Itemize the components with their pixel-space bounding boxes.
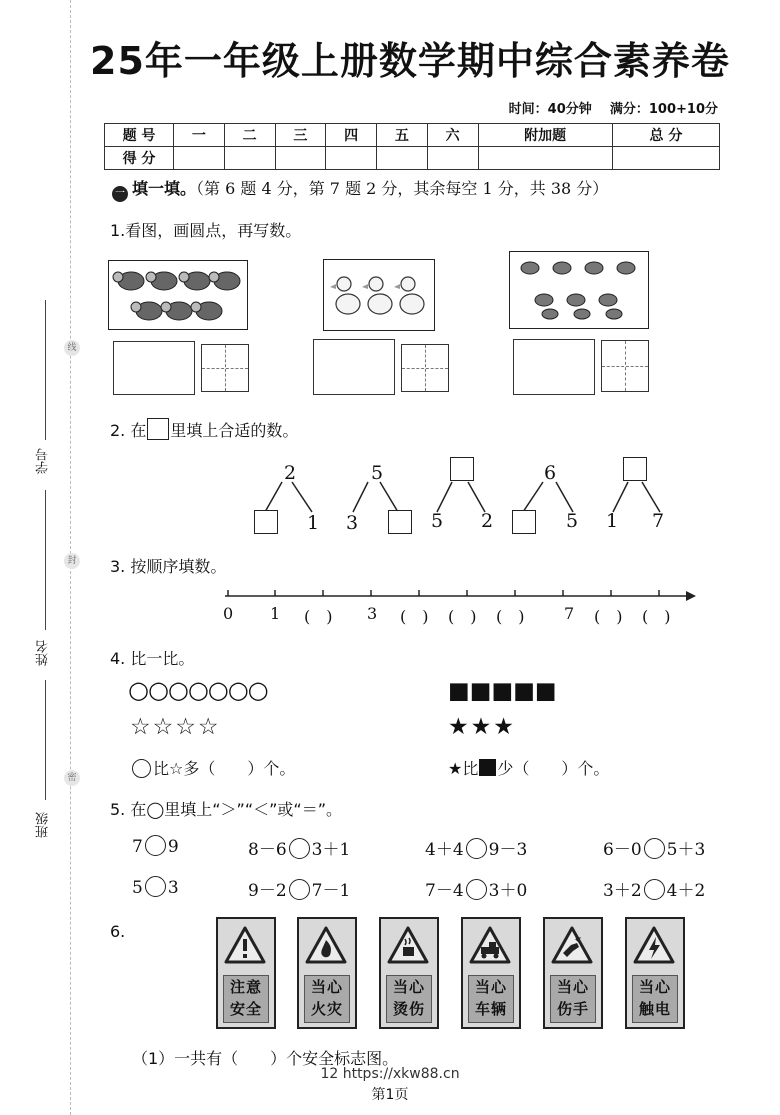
q4-left-question-text: 比☆多（ ）个。 (153, 759, 296, 778)
score-input-cell[interactable] (377, 147, 428, 170)
safety-sign (216, 917, 276, 1029)
score-table-header-row (105, 124, 720, 147)
hand-injury-icon (551, 925, 593, 965)
bond-right-number: 5 (566, 510, 579, 532)
turtle-icon (109, 261, 247, 329)
number-writing-box[interactable] (401, 344, 449, 392)
compare-circle[interactable] (289, 838, 310, 859)
score-cell: 四 (326, 124, 377, 147)
q4-right-question-text-b: 少（ ）个。 (497, 759, 610, 778)
sign-label (550, 975, 596, 1023)
lightning-icon (633, 925, 675, 965)
answer-box-icon (147, 418, 169, 440)
binding-line-top (45, 300, 46, 440)
score-cell: 五 (377, 124, 428, 147)
number-line-blank[interactable]: ( ) (304, 607, 333, 626)
label-xingming: 姓名 (36, 640, 51, 666)
bond-answer-box[interactable] (388, 510, 412, 534)
compare-item (425, 876, 527, 901)
compare-circle[interactable] (644, 838, 665, 859)
dot-drawing-box[interactable] (313, 339, 395, 395)
sign-label-line1: 当心 (310, 978, 343, 996)
compare-item (132, 835, 179, 857)
bond-answer-box[interactable] (512, 510, 536, 534)
section-badge: 一 (112, 186, 128, 202)
dot-drawing-box[interactable] (513, 339, 595, 395)
page-number: 第1页 (371, 1087, 409, 1103)
sign-label (386, 975, 432, 1023)
number-line-blank[interactable]: ( ) (642, 607, 671, 626)
circle-icon (132, 759, 151, 778)
number-line-blank[interactable]: ( ) (448, 607, 477, 626)
vehicle-icon (469, 925, 511, 965)
score-input-cell[interactable] (612, 147, 719, 170)
score-label: 满分：100+10分 (609, 102, 718, 117)
score-cell: 六 (427, 124, 478, 147)
score-input-cell[interactable] (427, 147, 478, 170)
compare-right: 3＋1 (311, 840, 351, 860)
compare-item (248, 876, 350, 901)
compare-circle[interactable] (145, 876, 166, 897)
safety-sign (297, 917, 357, 1029)
score-cell: 三 (275, 124, 326, 147)
compare-circle[interactable] (644, 879, 665, 900)
compare-item (248, 835, 350, 860)
score-cell: 题 号 (105, 124, 174, 147)
section-note: （第 6 题 4 分，第 7 题 2 分，其余每空 1 分，共 38 分） (196, 179, 609, 198)
q2-text (110, 418, 298, 441)
compare-right: 7－1 (311, 881, 351, 901)
score-cell: 附加题 (478, 124, 612, 147)
compare-right: 9－3 (488, 840, 528, 860)
dot-drawing-box[interactable] (113, 341, 195, 395)
q5-text: 5. 在◯里填上“＞”“＜”或“＝”。 (110, 800, 342, 819)
binding-line-bottom (45, 680, 46, 800)
q4-text: 4. 比一比。 (110, 649, 195, 668)
q2-text-b: 里填上合适的数。 (170, 421, 299, 440)
binding-mark-secret: 密 (64, 770, 80, 786)
q6-sub-question-1: （1）一共有（ ）个安全标志图。 (132, 1049, 399, 1068)
safety-sign (379, 917, 439, 1029)
duck-icon (324, 260, 434, 330)
section-heading (112, 176, 608, 202)
sign-label (632, 975, 678, 1023)
sign-label-line2: 车辆 (474, 1000, 507, 1018)
compare-circle[interactable] (145, 835, 166, 856)
q2-text-a: 2. 在 (110, 421, 147, 440)
sign-label-line2: 火灾 (310, 1000, 343, 1018)
compare-left: 8－6 (248, 840, 287, 860)
compare-left: 7 (132, 837, 143, 857)
sign-label-line1: 当心 (474, 978, 507, 996)
compare-item (132, 876, 179, 898)
number-line-blank[interactable]: ( ) (594, 607, 623, 626)
sign-label-line2: 伤手 (556, 1000, 589, 1018)
compare-left: 7－4 (425, 881, 464, 901)
bond-answer-box[interactable] (254, 510, 278, 534)
score-input-cell[interactable] (478, 147, 612, 170)
compare-item (603, 876, 705, 901)
q4-left-question (130, 756, 295, 779)
black-stars-row: ★★★ (448, 714, 516, 740)
score-cell: 总 分 (612, 124, 719, 147)
binding-line-middle (45, 490, 46, 630)
compare-circle[interactable] (289, 879, 310, 900)
score-input-cell[interactable] (174, 147, 225, 170)
q4-right-question (448, 756, 609, 779)
sign-label-line1: 当心 (556, 978, 589, 996)
label-xuehao: 学号 (36, 448, 51, 474)
sign-label-line1: 当心 (392, 978, 425, 996)
binding-mark-line: 线 (64, 340, 80, 356)
compare-circle[interactable] (466, 838, 487, 859)
number-line-blank[interactable]: ( ) (496, 607, 525, 626)
footer-url: 12 https://xkw88.cn (320, 1066, 460, 1082)
compare-right: 5＋3 (666, 840, 706, 860)
sign-label (223, 975, 269, 1023)
black-square-icon (479, 759, 496, 776)
sign-label-line1: 注意 (229, 978, 262, 996)
bond-right-number: 1 (307, 512, 320, 534)
number-writing-box[interactable] (201, 344, 249, 392)
compare-item (603, 835, 705, 860)
sign-label (304, 975, 350, 1023)
score-input-cell[interactable] (275, 147, 326, 170)
sign-label-line2: 触电 (638, 1000, 671, 1018)
compare-right: 9 (167, 837, 179, 857)
exam-meta (509, 98, 718, 117)
compare-left: 9－2 (248, 881, 287, 901)
q4-right-question-text-a: ★比 (448, 759, 479, 778)
score-input-cell[interactable] (326, 147, 377, 170)
circles-row: ○○○○○○○ (128, 676, 268, 704)
label-banji: 班级 (36, 812, 51, 838)
compare-item (425, 835, 527, 860)
compare-left: 6－0 (603, 840, 642, 860)
q1-text: 1.看图，画圆点，再写数。 (110, 221, 302, 240)
bond-top-number: 2 (284, 462, 297, 484)
score-cell: 一 (174, 124, 225, 147)
bond-left-number: 3 (346, 512, 359, 534)
q3-text: 3. 按顺序填数。 (110, 557, 227, 576)
bond-top-number: 5 (371, 462, 384, 484)
bond-right-number: 2 (481, 510, 494, 532)
sign-label-line1: 当心 (638, 978, 671, 996)
number-writing-box[interactable] (601, 340, 649, 392)
score-table (104, 123, 720, 170)
hot-liquid-icon (387, 925, 429, 965)
score-cell: 二 (224, 124, 275, 147)
time-label: 时间：40分钟 (508, 102, 592, 117)
score-input-cell[interactable] (224, 147, 275, 170)
exclamation-icon (224, 925, 266, 965)
bond-left-number: 5 (431, 510, 444, 532)
q6-number: 6. (110, 922, 126, 941)
score-table-score-row (105, 147, 720, 170)
safety-sign (461, 917, 521, 1029)
bond-answer-box[interactable] (450, 457, 474, 481)
sign-label (468, 975, 514, 1023)
number-line (220, 586, 700, 606)
section-title: 填一填。 (132, 179, 197, 198)
number-line-label: 7 (564, 604, 575, 623)
bond-right-number: 7 (652, 510, 665, 532)
number-line-blank[interactable]: ( ) (400, 607, 429, 626)
number-line-label: 0 (223, 604, 234, 623)
ducks-picture (323, 259, 435, 331)
bond-left-number: 1 (606, 510, 619, 532)
compare-right: 4＋2 (666, 881, 706, 901)
safety-sign (625, 917, 685, 1029)
compare-left: 4＋4 (425, 840, 464, 860)
turtles-picture (108, 260, 248, 330)
sign-label-line2: 烫伤 (392, 1000, 425, 1018)
compare-left: 3＋2 (603, 881, 642, 901)
number-line-label: 1 (270, 604, 281, 623)
bond-top-number: 6 (544, 462, 557, 484)
ant-icon (510, 252, 648, 328)
fire-icon (305, 925, 347, 965)
compare-right: 3 (167, 878, 179, 898)
number-line-label: 3 (367, 604, 378, 623)
sign-label-line2: 安全 (229, 1000, 262, 1018)
white-stars-row: ☆☆☆☆ (130, 714, 221, 740)
ants-picture (509, 251, 649, 329)
page-title: 25年一年级上册数学期中综合素养卷 (90, 39, 730, 83)
bond-answer-box[interactable] (623, 457, 647, 481)
safety-sign (543, 917, 603, 1029)
compare-circle[interactable] (466, 879, 487, 900)
squares-row: ■■■■■ (448, 678, 557, 704)
binding-mark-seal: 封 (64, 553, 80, 569)
score-cell: 得 分 (105, 147, 174, 170)
compare-left: 5 (132, 878, 143, 898)
compare-right: 3＋0 (488, 881, 528, 901)
